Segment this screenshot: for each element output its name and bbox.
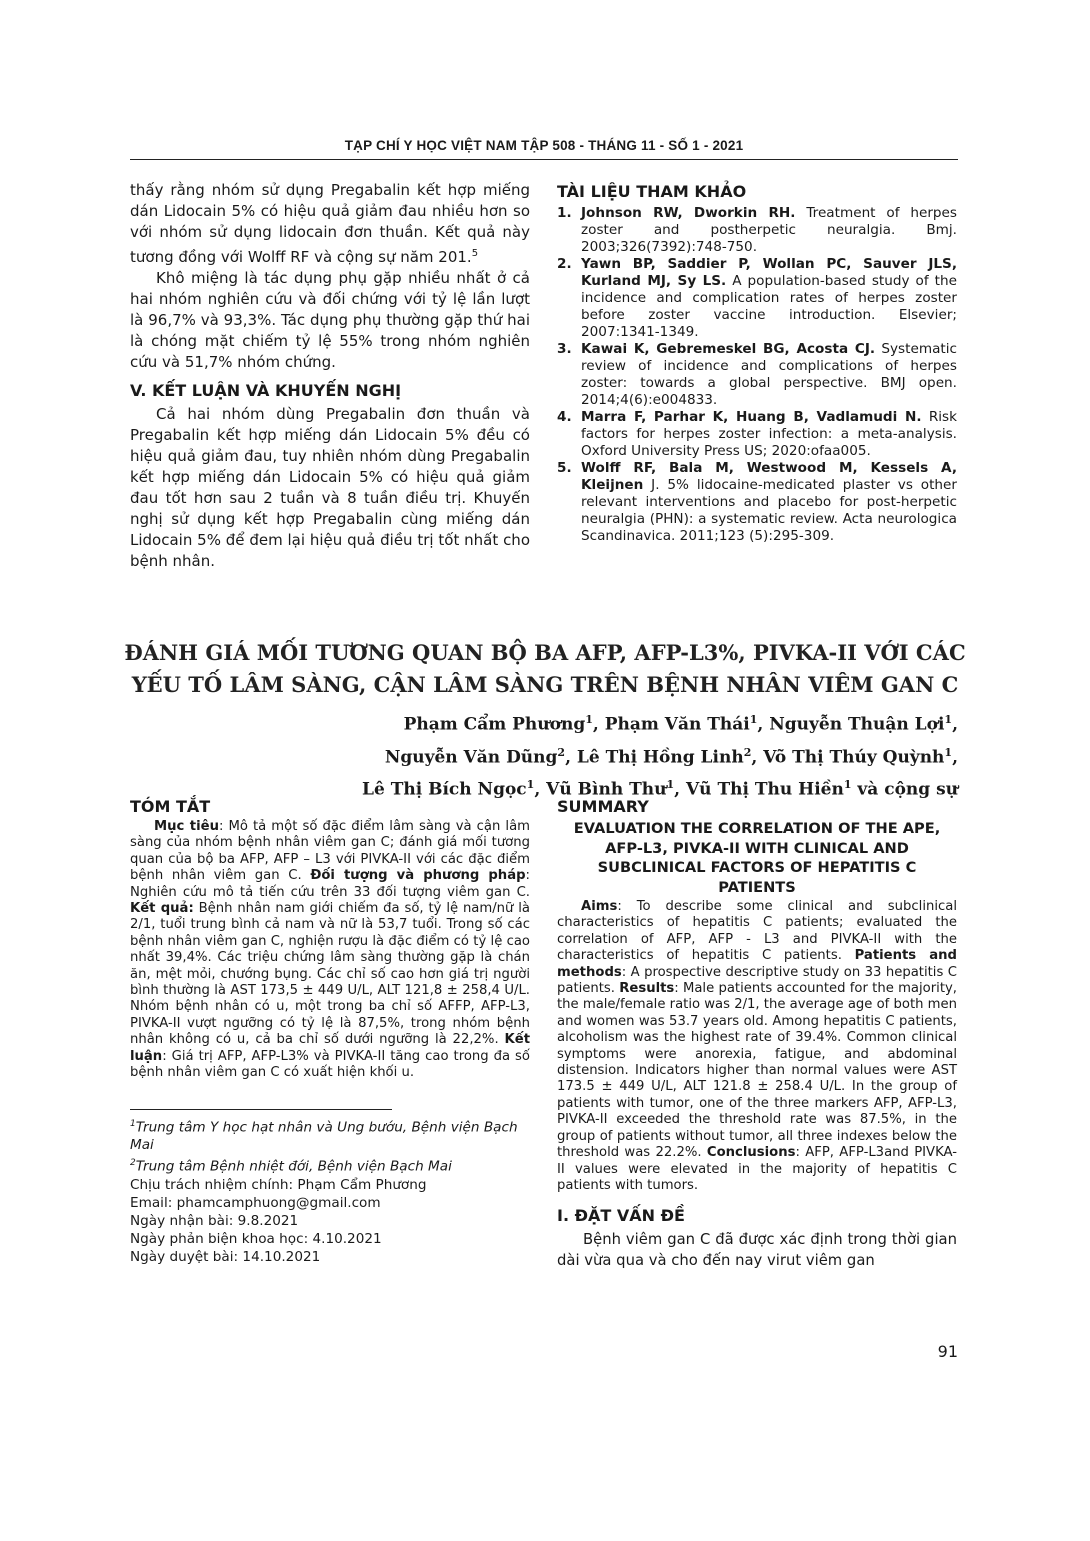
author-separator: ,	[751, 747, 764, 768]
intro-paragraph: Bệnh viêm gan C đã được xác định trong thời gian dài vừa qua và cho đến nay virut viêm gan	[557, 1231, 957, 1270]
reference-item	[557, 256, 957, 341]
author-separator: ,	[674, 779, 686, 800]
author-affiliation-mark: 2	[557, 745, 566, 759]
reference-authors: Marra F, Parhar K, Huang B, Vadlamudi N.	[581, 409, 922, 425]
author-affiliation-mark: 2	[743, 745, 752, 759]
reference-item	[557, 341, 957, 409]
author-name: Nguyễn Văn Dũng	[384, 747, 558, 768]
author-name: Vũ Bình Thư	[546, 779, 667, 800]
reference-list	[557, 205, 957, 545]
author-name: Nguyễn Thuận Lợi	[769, 714, 945, 735]
conclusion-heading: V. KẾT LUẬN VÀ KHUYẾN NGHỊ	[130, 381, 402, 400]
author-separator: ,	[592, 714, 605, 735]
author-name: Vũ Thị Thu Hiền	[685, 779, 844, 800]
footnote-reviewed-date: Ngày phản biện khoa học: 4.10.2021	[130, 1230, 382, 1247]
author-line	[200, 706, 958, 739]
prev-article-left-column	[130, 180, 530, 572]
author-separator: và cộng sự	[851, 779, 958, 800]
author-name: Lê Thị Hồng Linh	[576, 747, 744, 768]
abstract-en-column	[557, 797, 957, 1271]
author-affiliation-mark: 1	[666, 778, 675, 792]
reference-text: Systematic review of incidence and complications of herpes zoster: towards a global perspective. BMJ open. 2014;4(6):e004833.	[581, 341, 957, 408]
abstract-vi-heading: TÓM TẮT	[130, 797, 211, 816]
side-effects-paragraph: Khô miệng là tác dụng phụ gặp nhiều nhất ở cả hai nhóm nghiên cứu và đối chứng với tỷ lệ lần lượt là 96,7% và 93,3%. Tác dụng phụ thường gặp thứ hai là chóng mặt chiếm tỷ lệ 55% trong nhóm nghiên cứu và 51,7% nhóm chứng.	[130, 269, 530, 371]
author-name: Phạm Văn Thái	[604, 714, 750, 735]
footnote-responsible: Chịu trách nhiệm chính: Phạm Cẩm Phương	[130, 1176, 427, 1193]
author-affiliation-mark: 1	[749, 713, 758, 726]
reference-item	[557, 205, 957, 256]
author-separator: ,	[565, 747, 577, 768]
author-separator: ,	[952, 714, 958, 735]
abstract-vi-body: Mục tiêu: Mô tả một số đặc điểm lâm sàng và cận lâm sàng của nhóm bệnh nhân viêm gan C; đánh giá mối tương quan của bộ ba AFP, AFP – L3 với PIVKA-II với các đặc điểm bệnh nhân viêm gan C. Đối tượng và phương pháp: Nghiên cứu mô tả tiến cứu trên 33 đối tượng viêm gan C. Kết quả: Bệnh nhân nam giới chiếm đa số, tỷ lệ nam/nữ là 2/1, tuổi trung bình cả nam và nữ là 53,7 tuổi. Trong số các bệnh nhân viêm gan C, nghiện rượu là đặc điểm có tỷ lệ cao nhất 39,4%. Các triệu chứng lâm sàng thường gặp là chán ăn, mệt mỏi, chướng bụng. Các chỉ số cao hơn giá trị người bình thường là AST 173,5 ± 449 U/L, ALT 121,8 ± 258,4 U/L. Nhóm bệnh nhân có u, một trong ba chỉ số AFFP, AFP-L3, PIVKA-II vượt ngưỡng có tỷ lệ là 87,5%, trong nhóm bệnh nhân không có u, cả ba chỉ số dưới ngưỡng là 22,2%. Kết luận: Giá trị AFP, AFP-L3% và PIVKA-II tăng cao trong đa số bệnh nhân viêm gan C có xuất hiện khối u.	[130, 819, 530, 1081]
reference-text: J. 5% lidocaine-medicated plaster vs other relevant interventions and placebo for post-herpetic neuralgia (PHN): a systematic review. Acta neurologica Scandinavica. 2011;123 (5):295-309.	[581, 477, 957, 544]
prev-discussion-paragraph: thấy rằng nhóm sử dụng Pregabalin kết hợp miếng dán Lidocain 5% có hiệu quả giảm đau nhiều hơn so với nhóm sử dụng lidocain đơn thuần. Kết quả này tương đồng với Wolff RF và cộng sự năm 201.$^5$	[130, 181, 530, 266]
reference-authors: Yawn BP, Saddier P, Wollan PC, Sauver JLS, Kurland MJ, Sy LS.	[581, 256, 957, 289]
header-divider	[130, 159, 958, 160]
author-separator: ,	[757, 714, 770, 735]
footnote-received-date: Ngày nhận bài: 9.8.2021	[130, 1212, 299, 1229]
reference-authors: Wolff RF, Bala M, Westwood M, Kessels A, Kleijnen	[581, 460, 957, 493]
footnote-email: Email: phamcamphuong@gmail.com	[130, 1194, 381, 1211]
intro-heading: I. ĐẶT VẤN ĐỀ	[557, 1206, 685, 1226]
footnote-affiliation-2: $^2$Trung tâm Bệnh nhiệt đới, Bệnh viện Bạch Mai	[130, 1158, 452, 1175]
conclusion-paragraph: Cả hai nhóm dùng Pregabalin đơn thuần và Pregabalin kết hợp miếng dán Lidocain 5% đều có hiệu quả giảm đau, tuy nhiên nhóm dùng Pregabalin kết hợp miếng dán Lidocain 5% có hiệu quả giảm đau tốt hơn sau 2 tuần và 8 tuần điều trị. Khuyến nghị sử dụng kết hợp Pregabalin cùng miếng dán Lidocain 5% để đem lại hiệu quả điều trị tốt nhất cho bệnh nhân.	[130, 405, 530, 570]
page-number: 91	[937, 1342, 958, 1361]
reference-text: Risk factors for herpes zoster infection: a meta-analysis. Oxford University Press US; 2020:ofaa005.	[581, 409, 957, 459]
reference-number: 5.	[557, 460, 572, 476]
author-affiliation-mark: 1	[526, 778, 535, 792]
author-separator: ,	[952, 747, 958, 768]
footnote-affiliation-1: $^1$Trung tâm Y học hạt nhân và Ung bướu, Bệnh viện Bạch Mai	[130, 1118, 518, 1154]
author-name: Phạm Cẩm Phương	[403, 714, 586, 735]
reference-number: 3.	[557, 341, 572, 357]
author-affiliation-mark: 1	[944, 745, 953, 759]
author-name: Lê Thị Bích Ngọc	[362, 779, 527, 800]
author-affiliation-mark: 1	[944, 713, 953, 726]
references-heading: TÀI LIỆU THAM KHẢO	[557, 182, 747, 201]
reference-authors: Johnson RW, Dworkin RH.	[581, 205, 796, 221]
author-affiliation-mark: 1	[585, 713, 593, 726]
reference-number: 1.	[557, 205, 572, 221]
reference-number: 2.	[557, 256, 572, 272]
reference-number: 4.	[557, 409, 572, 425]
article-title: ĐÁNH GIÁ MỐI TƯƠNG QUAN BỘ BA AFP, AFP-L3%, PIVKA-II VỚI CÁC YẾU TỐ LÂM SÀNG, CẬN LÂM SÀNG TRÊN BỆNH NHÂN VIÊM GAN C	[124, 640, 966, 697]
summary-title: EVALUATION THE CORRELATION OF THE APE, AFP-L3, PIVKA-II WITH CLINICAL AND SUBCLINICAL FACTORS OF HEPATITIS C PATIENTS	[573, 820, 941, 896]
references-column	[557, 180, 957, 545]
summary-heading: SUMMARY	[557, 797, 649, 816]
reference-text: A population-based study of the incidence and complication rates of herpes zoster before zoster vaccine introduction. Elsevier; 2007:1341-1349.	[581, 273, 957, 340]
abstract-vi-column	[130, 797, 530, 1266]
author-line	[200, 739, 958, 772]
reference-item	[557, 460, 957, 545]
author-name: Võ Thị Thúy Quỳnh	[763, 747, 945, 768]
summary-body: Aims: To describe some clinical and subclinical characteristics of hepatitis C patients; evaluated the correlation of AFP, AFP - L3 and PIVKA-II with the characteristics of hepatitis C patients. Patients and methods: A prospective descriptive study on 33 hepatitis C patients. Results: Male patients accounted for the majority, the male/female ratio was 2/1, the average age of both men and women was 53.7 years old. Among hepatitis C patients, alcoholism was the highest rate of 39.4%. Common clinical symptoms were anorexia, fatigue, and abdominal distension. Indicators higher than normal values were AST 173.5 ± 449 U/L, ALT 121.8 ± 258.4 U/L. In the group of patients with tumor, one of the three markers AFP, AFP-L3, PIVKA-II exceeded the threshold rate was 87.5%, in the group of patients without tumor, all three indexes below the threshold was 22.2%. Conclusions: AFP, AFP-L3and PIVKA-II values were elevated in the majority of hepatitis C patients with tumors.	[557, 899, 957, 1193]
reference-authors: Kawai K, Gebremeskel BG, Acosta CJ.	[581, 341, 876, 357]
author-list	[200, 706, 958, 804]
reference-item	[557, 409, 957, 460]
footnote-accepted-date: Ngày duyệt bài: 14.10.2021	[130, 1248, 321, 1265]
journal-header: TẠP CHÍ Y HỌC VIỆT NAM TẬP 508 - THÁNG 11 - SỐ 1 - 2021	[344, 138, 744, 153]
reference-text: Treatment of herpes zoster and postherpetic neuralgia. Bmj. 2003;326(7392):748-750.	[581, 205, 957, 255]
author-affiliation-mark: 1	[843, 778, 852, 792]
author-separator: ,	[534, 779, 547, 800]
footnote-divider	[130, 1109, 392, 1110]
